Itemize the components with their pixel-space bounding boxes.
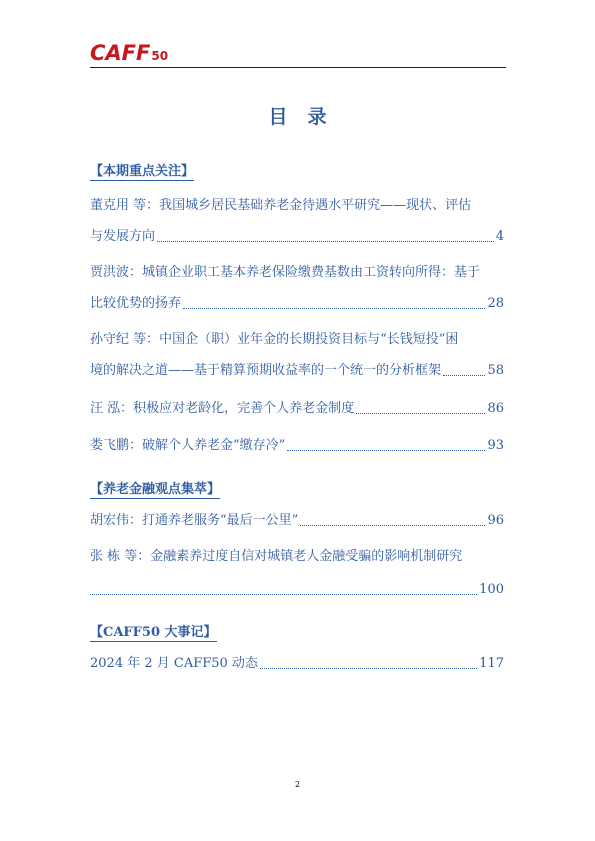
toc-page-number: 100: [479, 582, 504, 597]
leader-dots: [260, 668, 477, 669]
toc-page-number: 93: [487, 438, 504, 453]
leader-dots: [183, 308, 485, 309]
section-heading-focus: 【本期重点关注】: [90, 160, 194, 181]
toc-entry-title: 张 栋 等：金融素养过度自信对城镇老人金融受骗的影响机制研究: [90, 549, 463, 564]
logo-text: CAFF: [90, 41, 151, 65]
logo-number: 50: [151, 49, 169, 63]
caff50-logo: [90, 41, 168, 65]
leader-dots: [157, 241, 494, 242]
toc-entry-line[interactable]: [90, 227, 504, 247]
page-title: 目录: [268, 106, 347, 128]
leader-dots: [443, 375, 485, 376]
section-heading-viewpoints: 【养老金融观点集萃】: [90, 478, 220, 499]
toc-entry-title: 贾洪波：城镇企业职工基本养老保险缴费基数由工资转向所得：基于: [90, 265, 481, 280]
toc-entry-title: 2024 年 2 月 CAFF50 动态: [90, 656, 258, 671]
toc-page-number: 117: [479, 656, 504, 671]
toc-page-number: 28: [487, 296, 504, 311]
toc-entry-title: 胡宏伟：打通养老服务“最后一公里”: [90, 513, 299, 528]
page-number: 2: [294, 780, 301, 789]
header-rule: [90, 67, 506, 68]
toc-entry-title: 娄飞鹏：破解个人养老金“缴存冷”: [90, 438, 286, 453]
toc-page-number: 4: [495, 229, 504, 244]
toc-entry-line[interactable]: [90, 547, 504, 567]
section-heading-events: 【CAFF50 大事记】: [90, 621, 217, 642]
toc-entry-line[interactable]: [90, 436, 504, 456]
toc-entry-line[interactable]: [90, 294, 504, 314]
toc-entry-line[interactable]: [90, 361, 504, 381]
toc-entry-title-cont: 与发展方向: [90, 229, 156, 244]
toc-entry-line[interactable]: [90, 263, 504, 283]
toc-page-number: 96: [487, 513, 504, 528]
leader-dots: [287, 450, 485, 451]
leader-dots: [356, 413, 485, 414]
toc-page-number: 58: [487, 363, 504, 378]
toc-entry-line[interactable]: [90, 196, 504, 216]
leader-dots: [300, 525, 485, 526]
toc-entry-title-cont: 比较优势的扬弃: [90, 296, 182, 311]
toc-entry-title: 汪 泓：积极应对老龄化，完善个人养老金制度: [90, 401, 355, 416]
toc-entry-line[interactable]: [90, 399, 504, 419]
toc-entry-line[interactable]: [90, 330, 504, 350]
toc-entry-title: 董克用 等：我国城乡居民基础养老金待遇水平研究——现状、评估: [90, 198, 472, 213]
toc-entry-line[interactable]: [90, 580, 504, 600]
toc-entry-title: 孙守纪 等：中国企（职）业年金的长期投资目标与“长钱短投”困: [90, 332, 459, 347]
toc-entry-line[interactable]: [90, 511, 504, 531]
toc-entry-line[interactable]: [90, 654, 504, 674]
toc-page-number: 86: [487, 401, 504, 416]
leader-dots: [90, 594, 477, 595]
toc-entry-title-cont: 境的解决之道——基于精算预期收益率的一个统一的分析框架: [90, 363, 442, 378]
